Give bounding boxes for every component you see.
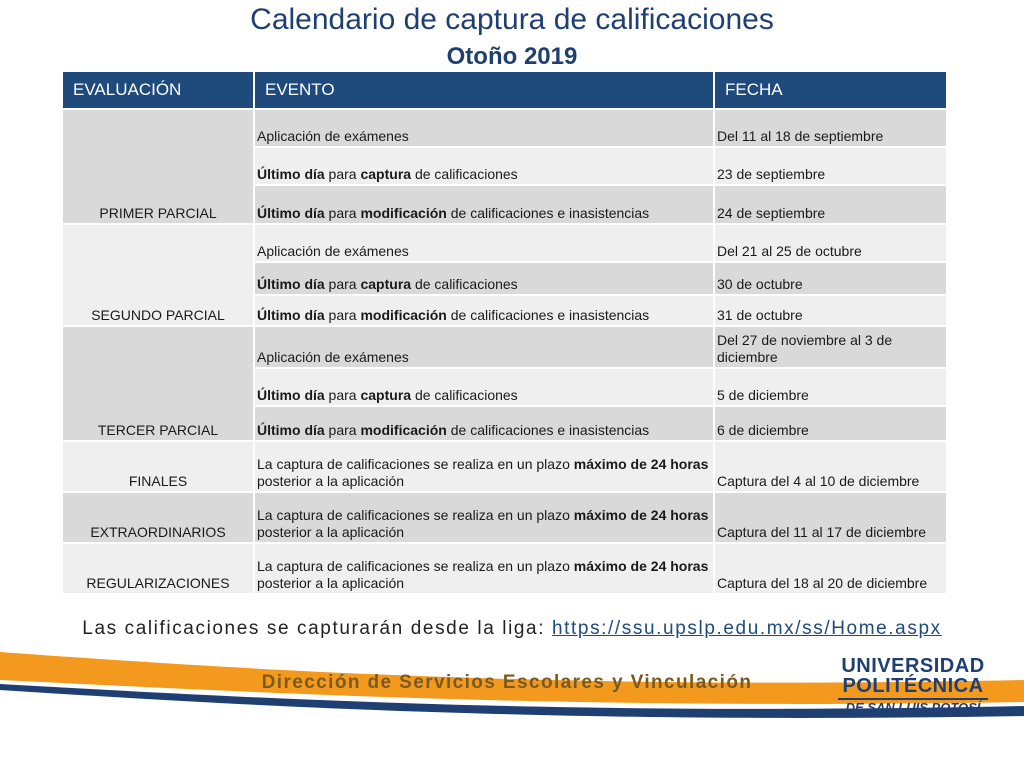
event-cell: Último día para modificación de calificaciones e inasistencias <box>254 185 714 224</box>
event-cell: La captura de calificaciones se realiza en un plazo máximo de 24 horas posterior a la aplicación <box>254 441 714 492</box>
event-cell: Último día para modificación de calificaciones e inasistencias <box>254 406 714 441</box>
group-regularizaciones: REGULARIZACIONES <box>62 543 254 594</box>
date-cell: Captura del 18 al 20 de diciembre <box>714 543 947 594</box>
table-row <box>62 109 947 147</box>
group-primer-parcial: PRIMER PARCIAL <box>62 109 254 224</box>
event-cell: La captura de calificaciones se realiza en un plazo máximo de 24 horas posterior a la aplicación <box>254 543 714 594</box>
group-finales: FINALES <box>62 441 254 492</box>
event-cell: Último día para captura de calificaciones <box>254 147 714 185</box>
group-segundo-parcial: SEGUNDO PARCIAL <box>62 224 254 326</box>
event-cell: Aplicación de exámenes <box>254 224 714 262</box>
table-row <box>62 492 947 543</box>
university-logo <box>838 656 988 716</box>
table-row <box>62 543 947 594</box>
event-cell: Último día para modificación de calificaciones e inasistencias <box>254 295 714 326</box>
table-row <box>62 326 947 368</box>
page-subtitle: Otoño 2019 <box>446 43 578 70</box>
link-prefix: Las calificaciones se capturarán desde la liga: <box>82 618 552 639</box>
logo-line-2: POLITÉCNICA <box>842 675 984 697</box>
event-cell: Aplicación de exámenes <box>254 109 714 147</box>
link-sentence <box>0 618 1024 640</box>
event-cell: La captura de calificaciones se realiza en un plazo máximo de 24 horas posterior a la aplicación <box>254 492 714 543</box>
date-cell: 23 de septiembre <box>714 147 947 185</box>
event-cell: Aplicación de exámenes <box>254 326 714 368</box>
date-cell: Captura del 11 al 17 de diciembre <box>714 492 947 543</box>
logo-line-1: UNIVERSIDAD <box>841 655 985 677</box>
portal-link[interactable]: https://ssu.upslp.edu.mx/ss/Home.aspx <box>551 618 942 639</box>
page-title: Calendario de captura de calificaciones <box>250 3 774 36</box>
header-fecha: FECHA <box>714 71 947 109</box>
table-header-row <box>62 71 947 109</box>
date-cell: Del 27 de noviembre al 3 de diciembre <box>714 326 947 368</box>
date-cell: Del 21 al 25 de octubre <box>714 224 947 262</box>
group-tercer-parcial: TERCER PARCIAL <box>62 326 254 441</box>
group-extraordinarios: EXTRAORDINARIOS <box>62 492 254 543</box>
event-cell: Último día para captura de calificaciones <box>254 262 714 295</box>
date-cell: Captura del 4 al 10 de diciembre <box>714 441 947 492</box>
header-evaluacion: EVALUACIÓN <box>62 71 254 109</box>
date-cell: 30 de octubre <box>714 262 947 295</box>
date-cell: 6 de diciembre <box>714 406 947 441</box>
date-cell: 24 de septiembre <box>714 185 947 224</box>
header-evento: EVENTO <box>254 71 714 109</box>
date-cell: Del 11 al 18 de septiembre <box>714 109 947 147</box>
table-row <box>62 441 947 492</box>
table-row <box>62 224 947 262</box>
date-cell: 31 de octubre <box>714 295 947 326</box>
event-cell: Último día para captura de calificaciones <box>254 368 714 406</box>
logo-line-3: DE SAN LUIS POTOSÍ <box>838 698 988 716</box>
date-cell: 5 de diciembre <box>714 368 947 406</box>
footer-department: Dirección de Servicios Escolares y Vinculación <box>261 672 753 693</box>
calendar-table <box>61 70 948 595</box>
